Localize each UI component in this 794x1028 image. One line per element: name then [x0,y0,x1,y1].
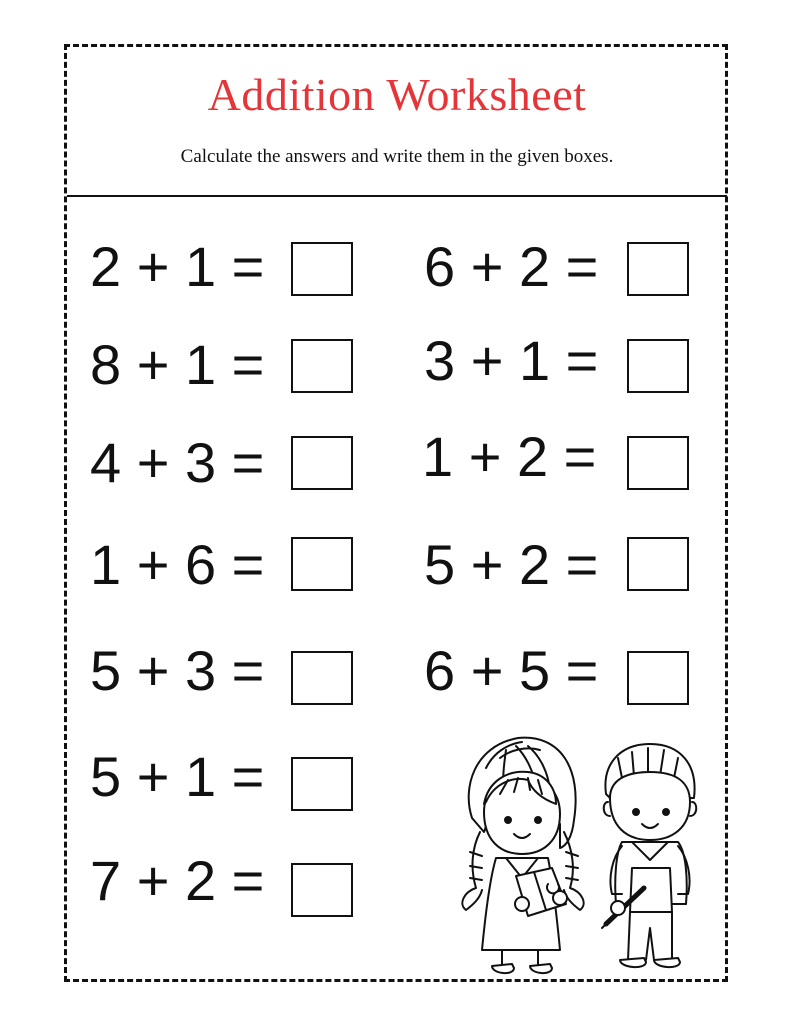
problem-equation: 7 + 2 = [90,849,265,912]
problem-equation: 5 + 2 = [424,533,599,596]
problem-equation: 3 + 1 = [424,329,599,392]
problem-equation: 2 + 1 = [90,235,265,298]
problem-left-7 [90,846,264,916]
problem-equation: 4 + 3 = [90,431,265,494]
answer-box[interactable] [291,651,353,705]
answer-box[interactable] [627,651,689,705]
answer-box[interactable] [291,339,353,393]
answer-box[interactable] [627,242,689,296]
problem-right-3 [422,422,596,492]
problem-left-5 [90,636,264,706]
worksheet-instructions: Calculate the answers and write them in the given boxes. [180,146,614,167]
problem-right-4 [424,530,598,600]
problem-left-4 [90,530,264,600]
answer-box[interactable] [291,537,353,591]
problem-right-1 [424,232,598,302]
problem-equation: 6 + 5 = [424,639,599,702]
answer-box[interactable] [627,339,689,393]
header-divider [67,195,727,197]
problem-equation: 5 + 1 = [90,745,265,808]
problem-equation: 1 + 2 = [422,425,597,488]
girl-figure [462,738,583,973]
boy-figure [602,744,696,967]
problem-right-2 [424,326,598,396]
answer-box[interactable] [291,863,353,917]
problem-equation: 5 + 3 = [90,639,265,702]
answer-box[interactable] [291,436,353,490]
worksheet-title: Addition Worksheet [207,69,587,120]
problem-right-5 [424,636,598,706]
problem-left-1 [90,232,264,302]
problem-equation: 8 + 1 = [90,333,265,396]
problem-equation: 6 + 2 = [424,235,599,298]
problem-left-2 [90,330,264,400]
problem-left-6 [90,742,264,812]
answer-box[interactable] [627,537,689,591]
problem-equation: 1 + 6 = [90,533,265,596]
answer-box[interactable] [627,436,689,490]
answer-box[interactable] [291,242,353,296]
children-reading-illustration [456,728,706,980]
problem-left-3 [90,428,264,498]
answer-box[interactable] [291,757,353,811]
